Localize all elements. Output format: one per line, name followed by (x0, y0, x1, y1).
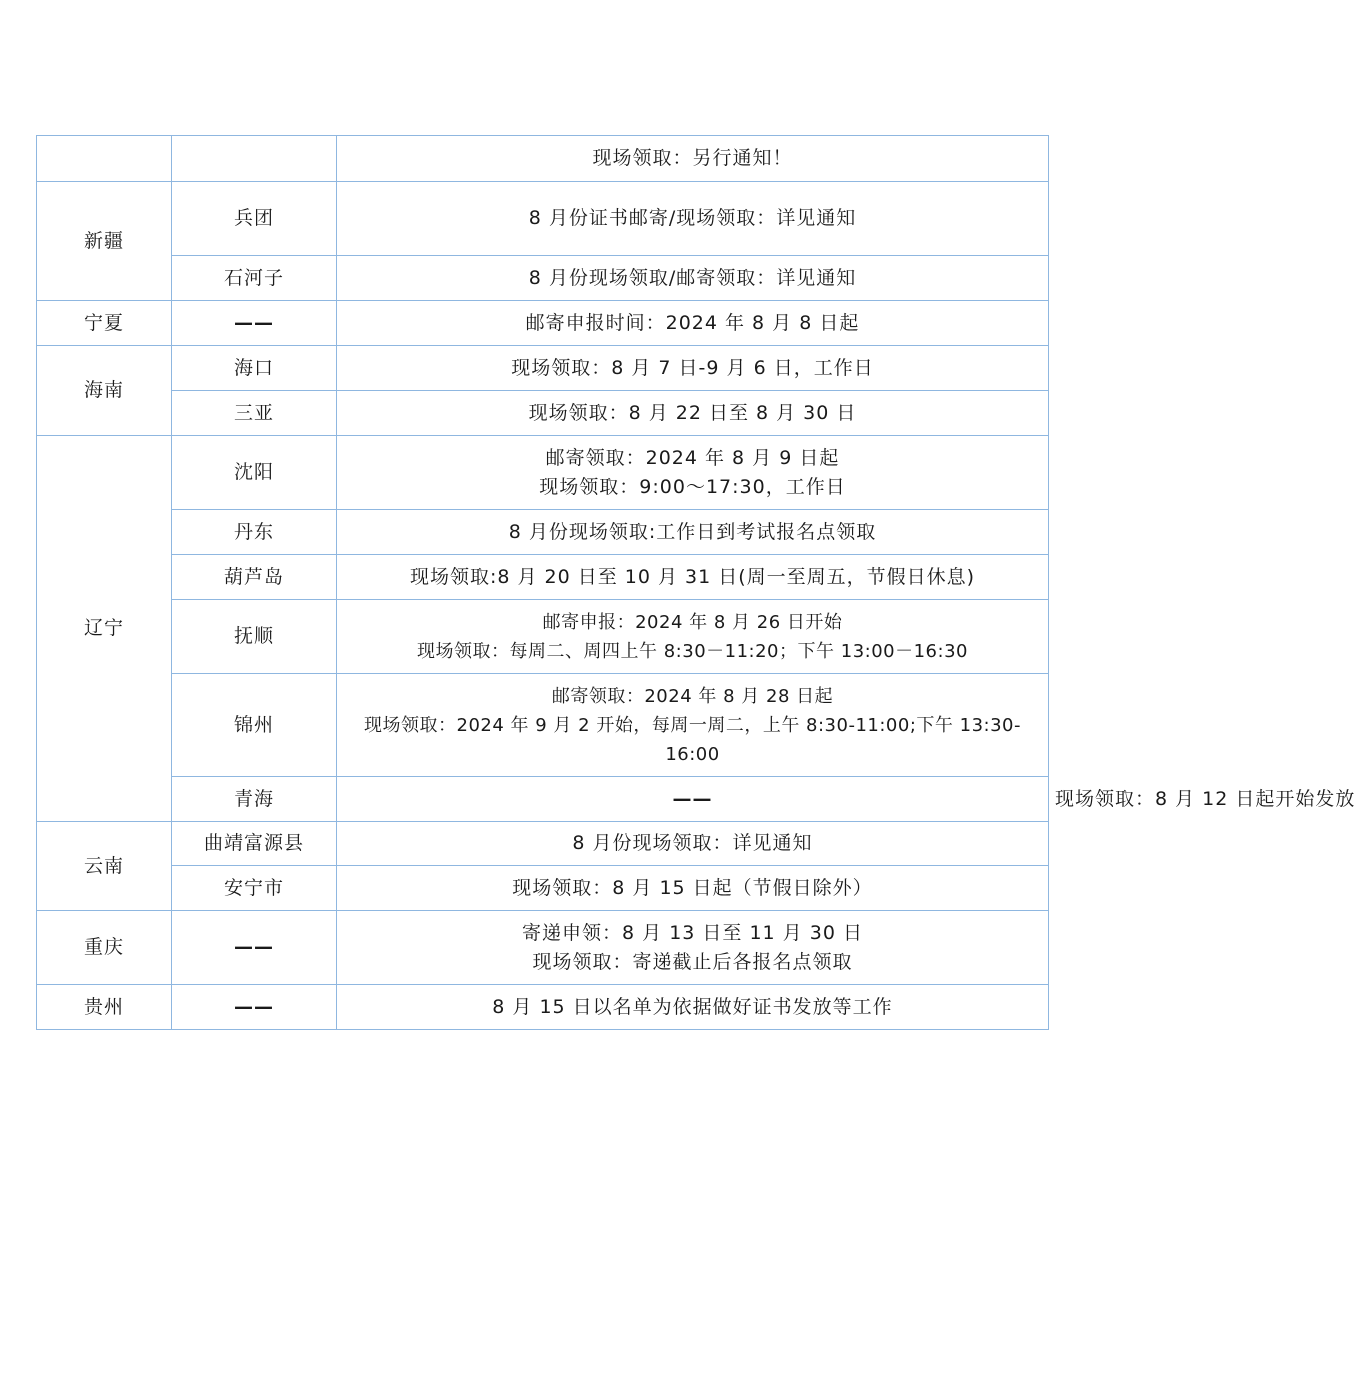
city-cell: 沈阳 (172, 436, 337, 510)
province-cell-qinghai: 青海 (172, 777, 337, 822)
city-cell: 海口 (172, 346, 337, 391)
city-cell: 安宁市 (172, 866, 337, 911)
table-row (37, 555, 1049, 600)
info-line: 现场领取：8 月 7 日-9 月 6 日，工作日 (511, 356, 874, 379)
province-cell-xinjiang: 新疆 (37, 182, 172, 301)
info-cell (337, 985, 1049, 1030)
info-cell (337, 674, 1049, 777)
table-row: 青海 —— 现场领取：8 月 12 日起开始发放 (37, 777, 1049, 822)
table-row (37, 436, 1049, 510)
table-row (37, 600, 1049, 674)
table-row (37, 674, 1049, 777)
city-cell-dash: —— (337, 777, 1049, 822)
city-cell: 丹东 (172, 510, 337, 555)
info-cell (337, 866, 1049, 911)
info-line: 8 月份证书邮寄/现场领取：详见通知 (528, 207, 857, 229)
city-cell: 三亚 (172, 391, 337, 436)
city-cell: 石河子 (172, 256, 337, 301)
info-line: 邮寄领取：2024 年 8 月 9 日起 (545, 446, 840, 469)
city-cell: 曲靖富源县 (172, 822, 337, 866)
city-cell: 抚顺 (172, 600, 337, 674)
table-row (37, 822, 1049, 866)
info-line: 8 月份现场领取/邮寄领取：详见通知 (528, 266, 857, 289)
info-line: 现场领取：每周二、周四上午 8:30－11:20；下午 13:00－16:30 (417, 640, 968, 662)
info-cell (337, 256, 1049, 301)
table-row (37, 136, 1049, 182)
info-line: 现场领取：8 月 22 日至 8 月 30 日 (528, 401, 857, 424)
info-cell (337, 182, 1049, 256)
province-cell-guizhou: 贵州 (37, 985, 172, 1030)
table-row (37, 391, 1049, 436)
info-line: 8 月份现场领取：详见通知 (572, 832, 813, 854)
info-line: 现场领取：另行通知！ (592, 147, 793, 169)
table-row (37, 866, 1049, 911)
info-cell (337, 911, 1049, 985)
info-line: 8 月份现场领取:工作日到考试报名点领取 (508, 520, 877, 543)
province-cell-chongqing: 重庆 (37, 911, 172, 985)
info-cell (337, 346, 1049, 391)
table-row (37, 985, 1049, 1030)
info-line: 8 月 15 日以名单为依据做好证书发放等工作 (492, 995, 893, 1018)
city-cell-dash: —— (172, 911, 337, 985)
table-row (37, 346, 1049, 391)
province-cell-empty (37, 136, 172, 182)
info-cell (337, 436, 1049, 510)
info-cell (337, 301, 1049, 346)
info-line: 现场领取：8 月 15 日起（节假日除外） (512, 876, 873, 899)
table-row (37, 911, 1049, 985)
info-cell (337, 822, 1049, 866)
province-cell-yunnan: 云南 (37, 822, 172, 911)
info-cell (337, 600, 1049, 674)
info-cell (337, 510, 1049, 555)
info-cell (337, 136, 1049, 182)
info-line: 现场领取：寄递截止后各报名点领取 (532, 950, 853, 973)
city-cell: 锦州 (172, 674, 337, 777)
info-line: 邮寄申报时间：2024 年 8 月 8 日起 (525, 311, 860, 334)
info-line: 现场领取:8 月 20 日至 10 月 31 日(周一至周五，节假日休息) (409, 565, 976, 588)
province-cell-ningxia: 宁夏 (37, 301, 172, 346)
info-line: 现场领取：2024 年 9 月 2 开始，每周一周二，上午 8:30-11:00;下午 13:30-16:00 (364, 714, 1021, 765)
info-line: 现场领取：9:00～17:30，工作日 (539, 475, 846, 498)
info-line: 邮寄申报：2024 年 8 月 26 日开始 (542, 611, 843, 633)
city-cell-empty (172, 136, 337, 182)
city-cell: 葫芦岛 (172, 555, 337, 600)
city-cell: 兵团 (172, 182, 337, 256)
table-row (37, 510, 1049, 555)
province-cell-hainan: 海南 (37, 346, 172, 436)
info-line: 邮寄领取：2024 年 8 月 28 日起 (551, 685, 834, 707)
city-cell-dash: —— (172, 301, 337, 346)
city-cell-dash: —— (172, 985, 337, 1030)
table-row (37, 256, 1049, 301)
info-line: 寄递申领：8 月 13 日至 11 月 30 日 (522, 921, 863, 944)
province-cell-liaoning: 辽宁 (37, 436, 172, 822)
info-cell (337, 391, 1049, 436)
table-row (37, 301, 1049, 346)
schedule-table-container (36, 135, 1355, 1030)
certificate-schedule-table (36, 135, 1355, 1030)
table-row (37, 182, 1049, 256)
info-cell (337, 555, 1049, 600)
